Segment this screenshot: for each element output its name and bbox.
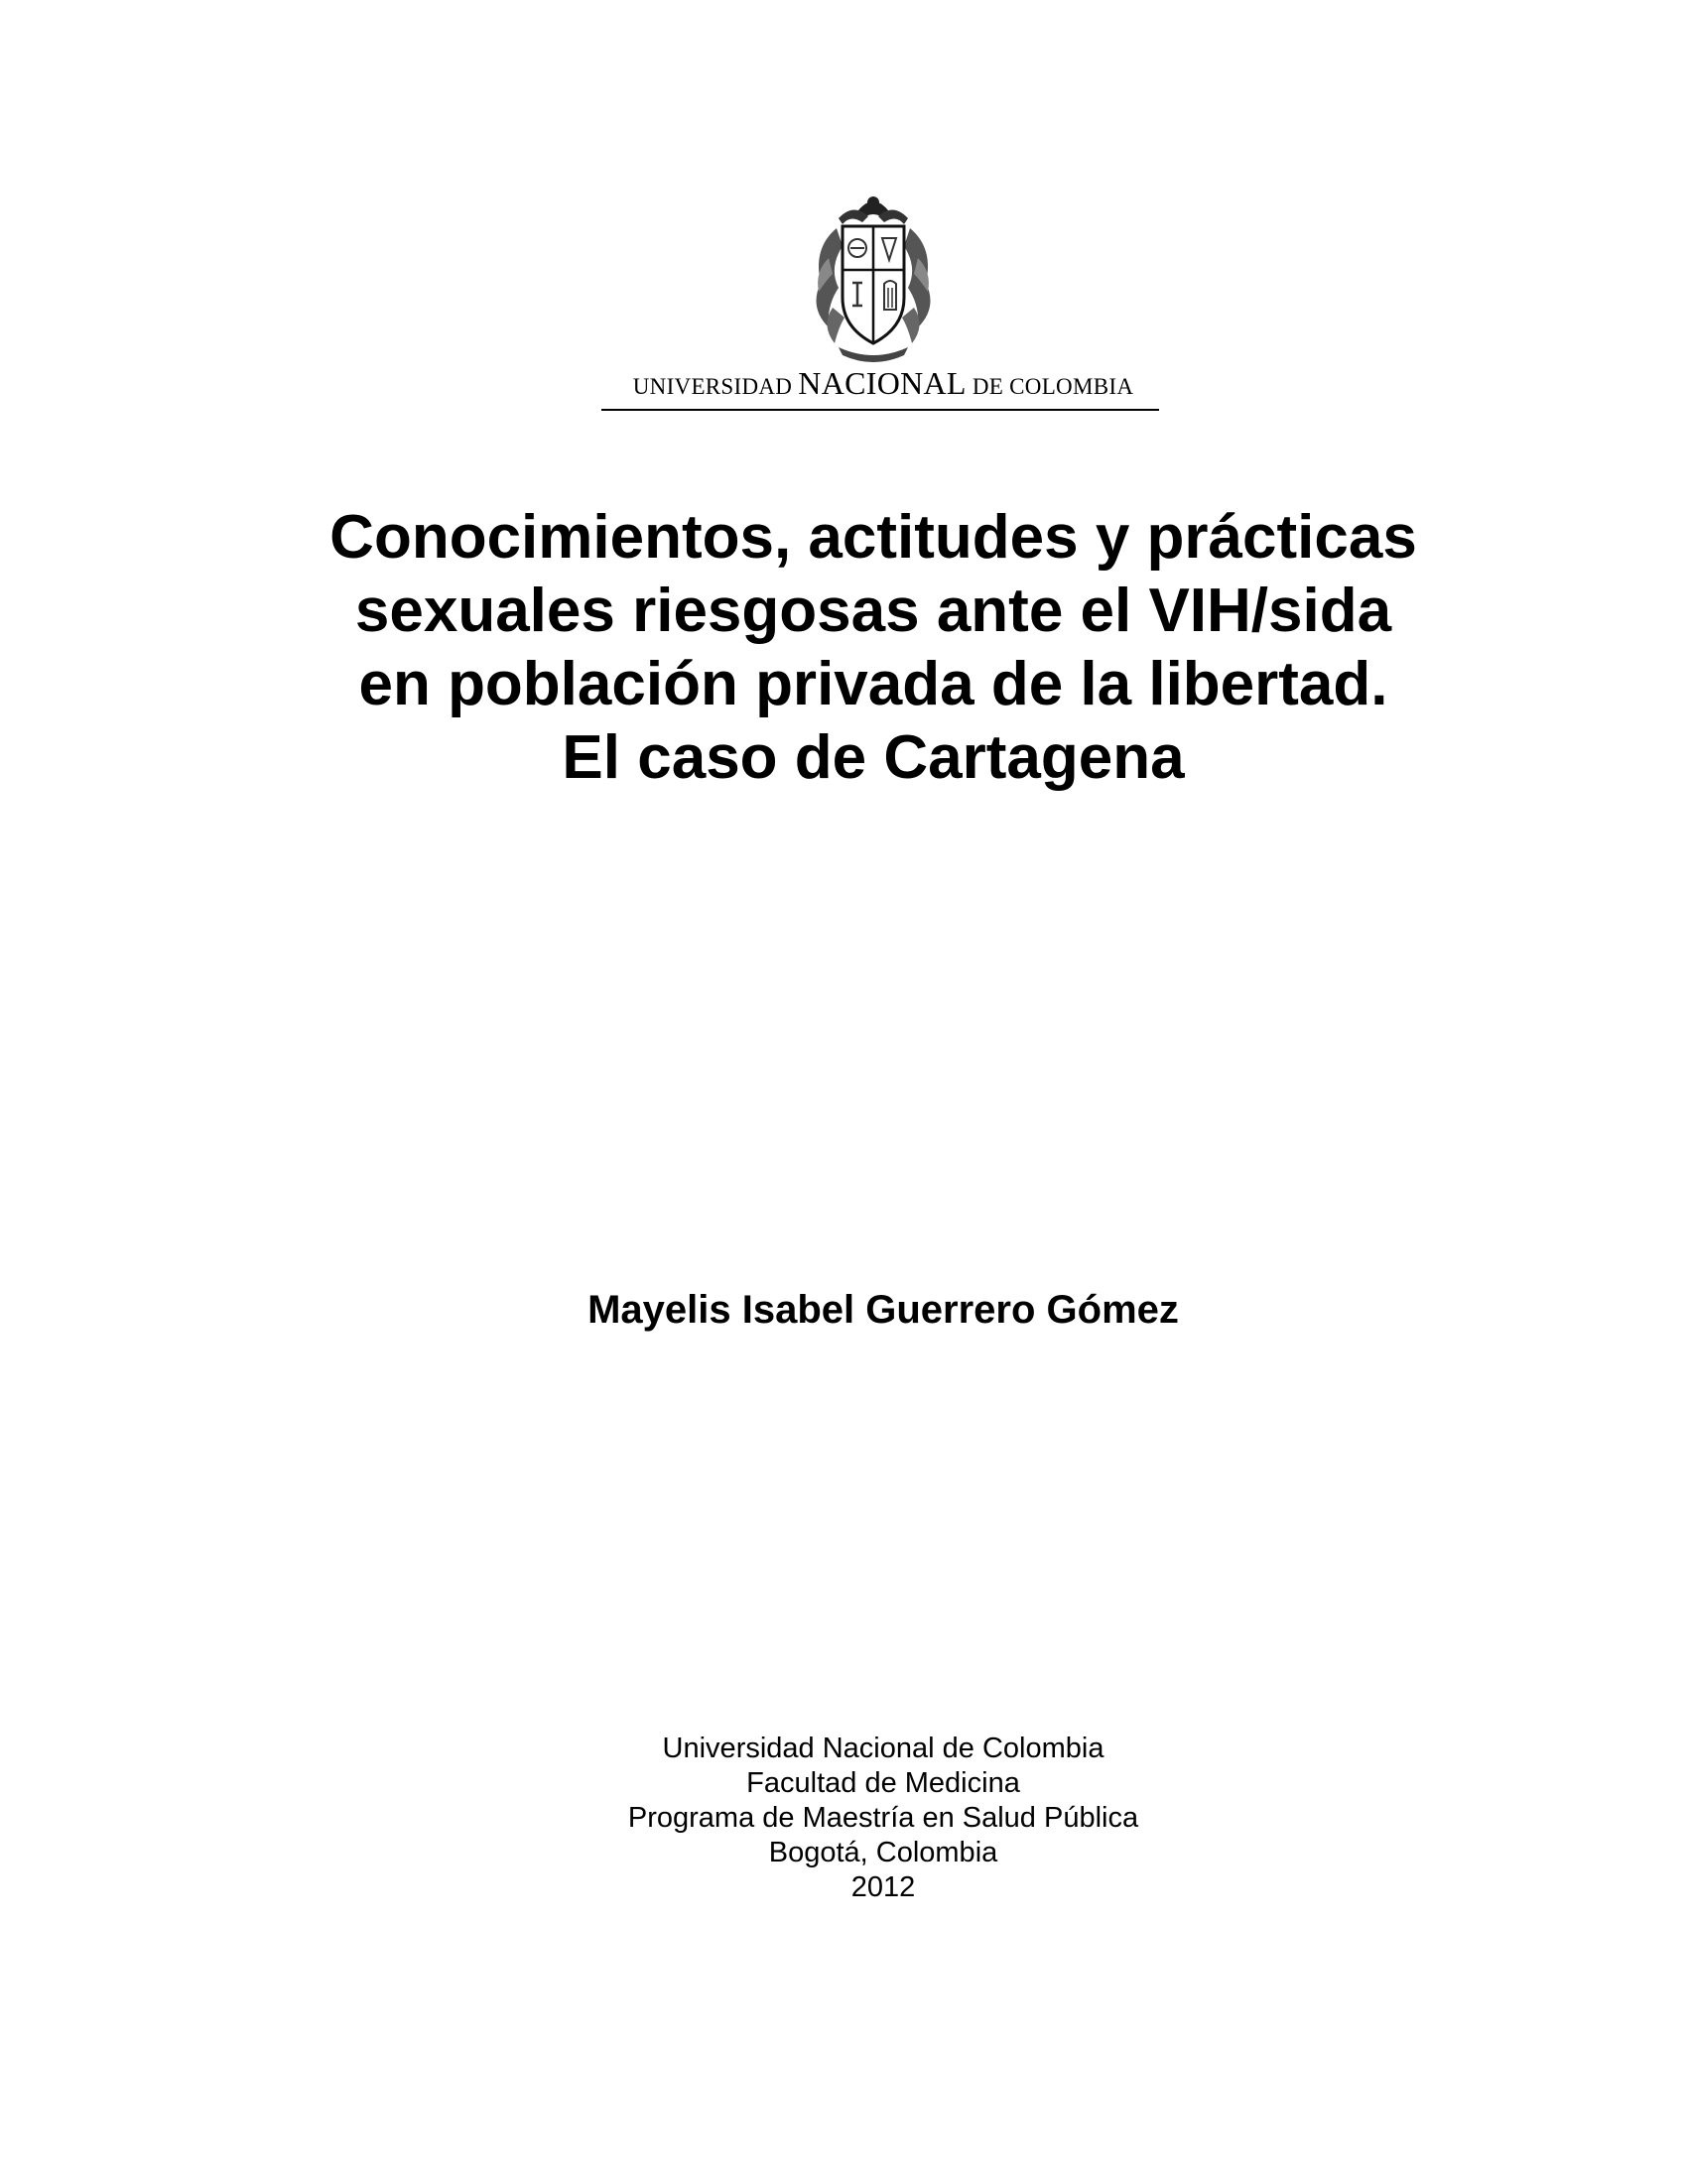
institution-program: Programa de Maestría en Salud Pública bbox=[627, 1802, 1139, 1834]
university-coat-of-arms-icon bbox=[799, 189, 948, 362]
title-line-2: sexuales riesgosas ante el VIH/sida bbox=[354, 577, 1392, 645]
institution-university: Universidad Nacional de Colombia bbox=[662, 1733, 1104, 1764]
wordmark-underline bbox=[601, 409, 1159, 411]
title-line-3: en población privada de la libertad. bbox=[358, 650, 1388, 718]
university-logo bbox=[595, 189, 1171, 417]
title-line-4: El caso de Cartagena bbox=[562, 723, 1185, 792]
institution-faculty: Facultad de Medicina bbox=[746, 1767, 1020, 1799]
institution-block bbox=[496, 1732, 1270, 1905]
university-wordmark bbox=[595, 365, 1171, 405]
institution-location: Bogotá, Colombia bbox=[768, 1837, 998, 1868]
institution-year: 2012 bbox=[850, 1871, 916, 1903]
wordmark-prefix: UNIVERSIDAD bbox=[632, 374, 793, 399]
wordmark-suffix: DE COLOMBIA bbox=[972, 374, 1134, 399]
wordmark-main: NACIONAL bbox=[798, 365, 967, 401]
thesis-title bbox=[258, 501, 1489, 795]
author-name: Mayelis Isabel Guerrero Gómez bbox=[587, 1288, 1179, 1332]
title-line-1: Conocimientos, actitudes y prácticas bbox=[329, 503, 1417, 572]
